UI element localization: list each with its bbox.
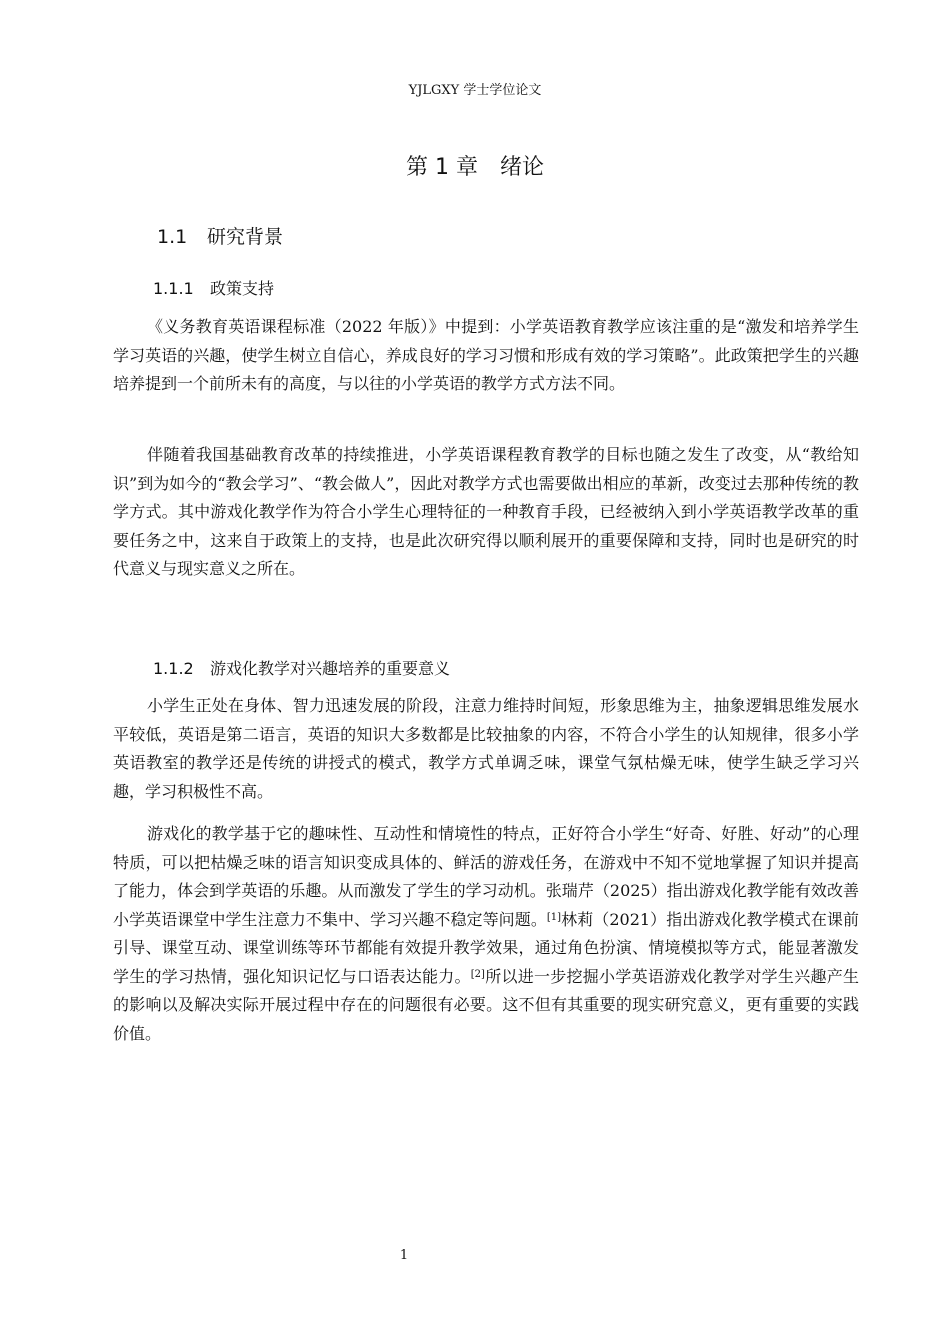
paragraph-policy-1: 《义务教育英语课程标准（2022 年版）》中提到：小学英语教育教学应该注重的是“激发和培养学生学习英语的兴趣，使学生树立自信心，养成良好的学习习惯和形成有效的学习策略”。此政策把学生的兴趣培养提到一个前所未有的高度，与以往的小学英语的教学方式方法不同。 [113,317,859,393]
subsection-heading-1-1-2 [153,656,450,679]
citation-ref-2: [2] [470,968,485,980]
citation-ref-1: [1] [546,911,562,923]
section-number: 1.1 [157,226,188,248]
subsection-number: 1.1.1 [153,279,194,298]
subsection-number: 1.1.2 [153,659,194,678]
paragraph-policy-2: 伴随着我国基础教育改革的持续推进，小学英语课程教育教学的目标也随之发生了改变，从“教给知识”到为如今的“教会学习”、“教会做人”，因此对教学方式也需要做出相应的革新，改变过去那种传统的教学方式。其中游戏化教学作为符合小学生心理特征的一种教育手段，已经被纳入到小学英语教学改革的重要任务之中，这来自于政策上的支持，也是此次研究得以顺利展开的重要保障和支持，同时也是研究的时代意义与现实意义之所在。 [113,445,859,578]
chapter-number: 第 1 章 [406,155,478,180]
section-title: 研究背景 [207,226,284,248]
paragraph-text-part: 林莉（2021）指出游戏化教学模式在课前引导、课堂互动、课堂训练等环节都能有效提升教学效果，通过角色扮演、情境模拟等方式，能显著激发学生的学习热情，强化知识记忆与口语表达能力。 [113,909,859,986]
paragraph-text-part: 所以进一步挖掘小学英语游戏化教学对学生兴趣产生的影响以及解决实际开展过程中存在的问题很有必要。这不但有其重要的现实研究意义，更有重要的实践价值。 [113,966,859,1043]
page-number: 1 [399,1248,409,1263]
paragraph-significance-2 [113,820,859,1048]
paragraph-text-part: 游戏化的教学基于它的趣味性、互动性和情境性的特点，正好符合小学生“好奇、好胜、好动”的心理特质，可以把枯燥乏味的语言知识变成具体的、鲜活的游戏任务，在游戏中不知不觉地掌握了知识并提高了能力，体会到学英语的乐趣。从而激发了学生的学习动机。张瑞芹（2025）指出游戏化教学能有效改善小学英语课堂中学生注意力不集中、学习兴趣不稳定等问题。 [113,824,859,929]
subsection-heading-1-1-1 [153,276,274,299]
paragraph-significance-1: 小学生正处在身体、智力迅速发展的阶段，注意力维持时间短，形象思维为主，抽象逻辑思维发展水平较低，英语是第二语言，英语的知识大多数都是比较抽象的内容，不符合小学生的认知规律，很多小学英语教室的教学还是传统的讲授式的模式，教学方式单调乏味，课堂气氛枯燥无味，使学生缺乏学习兴趣，学习积极性不高。 [113,696,859,801]
chapter-name: 绪论 [499,155,544,180]
subsection-title: 政策支持 [210,279,275,298]
section-heading-1-1 [157,222,283,249]
subsection-title: 游戏化教学对兴趣培养的重要意义 [210,659,451,678]
chapter-title [0,150,950,181]
running-header: YJLGXY 学士学位论文 [408,83,542,98]
